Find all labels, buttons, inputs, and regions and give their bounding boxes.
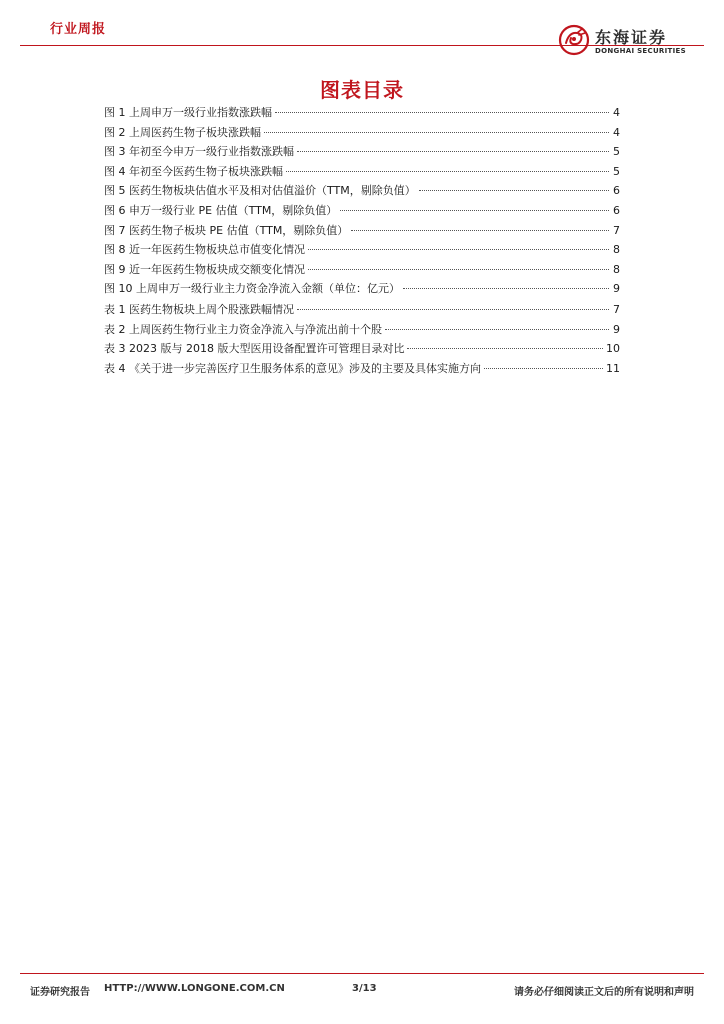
- dot-leader: [297, 151, 609, 152]
- dot-leader: [403, 288, 609, 289]
- header-rule: [20, 45, 704, 46]
- dot-leader: [340, 210, 609, 211]
- table-toc-entry-page: 7: [613, 303, 620, 316]
- table-toc-entry-label: 表 1 医药生物板块上周个股涨跌幅情况: [104, 303, 294, 316]
- figure-toc-entry[interactable]: [104, 181, 620, 201]
- dot-leader: [308, 269, 609, 270]
- figure-toc-entry-page: 6: [613, 184, 620, 198]
- figure-toc-entry-label: 图 4 年初至今医药生物子板块涨跌幅: [104, 164, 283, 178]
- table-toc-entry-page: 9: [613, 322, 620, 336]
- figure-toc-entry-page: 8: [613, 243, 620, 257]
- dot-leader: [275, 112, 609, 113]
- figure-toc-entry-label: 图 8 近一年医药生物板块总市值变化情况: [104, 243, 305, 257]
- figure-toc-entry[interactable]: [104, 142, 620, 162]
- footer-rule: [20, 973, 704, 974]
- dot-leader: [407, 348, 603, 349]
- table-toc-entry-label: 表 2 上周医药生物行业主力资金净流入与净流出前十个股: [104, 322, 382, 336]
- figure-toc-entry-label: 图 10 上周申万一级行业主力资金净流入金额（单位：亿元）: [104, 282, 400, 296]
- dot-leader: [385, 329, 609, 330]
- figure-toc-entry-page: 5: [613, 145, 620, 159]
- table-toc-entry[interactable]: [104, 320, 620, 340]
- figure-toc-entry-page: 8: [613, 262, 620, 276]
- table-toc-entry[interactable]: [104, 359, 620, 379]
- figure-toc-entry[interactable]: [104, 279, 620, 299]
- figure-toc-entry[interactable]: [104, 260, 620, 280]
- header-section-tag: 行业周报: [50, 22, 107, 37]
- figure-toc-entry-label: 图 7 医药生物子板块 PE 估值（TTM，剔除负值）: [104, 223, 349, 237]
- table-toc-entry[interactable]: [104, 300, 620, 320]
- logo-name-cn: 东海证券: [595, 28, 668, 47]
- dot-leader: [484, 368, 603, 369]
- dot-leader: [308, 249, 609, 250]
- figure-toc-entry[interactable]: [104, 103, 620, 123]
- dot-leader: [264, 132, 609, 133]
- figure-toc-entry-label: 图 5 医药生物板块估值水平及相对估值溢价（TTM，剔除负值）: [104, 184, 416, 198]
- page-title: 图表目录: [320, 78, 404, 102]
- logo-name-en: DONGHAI SECURITIES: [595, 47, 686, 55]
- figure-toc-entry[interactable]: [104, 240, 620, 260]
- figure-toc-entry[interactable]: [104, 162, 620, 182]
- figure-toc-entry-page: 7: [613, 223, 620, 237]
- figure-toc-entry-label: 图 9 近一年医药生物板块成交额变化情况: [104, 262, 305, 276]
- figure-toc-entry-page: 9: [613, 282, 620, 296]
- footer-report-type: 证券研究报告: [30, 987, 90, 998]
- company-logo[interactable]: [557, 23, 687, 59]
- figure-toc-entry[interactable]: [104, 201, 620, 221]
- figure-toc-entry-page: 6: [613, 203, 620, 217]
- figure-toc-entry-page: 4: [613, 106, 620, 119]
- figure-toc-entry-label: 图 1 上周申万一级行业指数涨跌幅: [104, 106, 272, 119]
- footer-website-link[interactable]: HTTP://WWW.LONGONE.COM.CN: [104, 983, 285, 994]
- figure-toc-entry-label: 图 6 申万一级行业 PE 估值（TTM，剔除负值）: [104, 203, 338, 217]
- footer-disclaimer: 请务必仔细阅读正文后的所有说明和声明: [514, 987, 694, 998]
- footer-page-number: 3/13: [352, 983, 377, 994]
- dot-leader: [286, 171, 609, 172]
- table-toc-entry-label: 表 3 2023 版与 2018 版大型医用设备配置许可管理目录对比: [104, 342, 405, 356]
- figure-toc-entry-page: 5: [613, 164, 620, 178]
- figure-toc-entry[interactable]: [104, 123, 620, 143]
- table-toc-entry-page: 10: [606, 342, 620, 356]
- dot-leader: [419, 190, 609, 191]
- table-list: [104, 300, 620, 378]
- table-toc-entry-page: 11: [606, 361, 620, 375]
- figure-toc-entry-page: 4: [613, 125, 620, 139]
- figure-list: [104, 103, 620, 299]
- dot-leader: [351, 230, 609, 231]
- figure-toc-entry[interactable]: [104, 221, 620, 241]
- figure-toc-entry-label: 图 3 年初至今申万一级行业指数涨跌幅: [104, 145, 294, 159]
- table-toc-entry-label: 表 4 《关于进一步完善医疗卫生服务体系的意见》涉及的主要及具体实施方向: [104, 361, 481, 375]
- dot-leader: [297, 309, 609, 310]
- dragon-seal-icon: [557, 23, 591, 57]
- figure-toc-entry-label: 图 2 上周医药生物子板块涨跌幅: [104, 125, 261, 139]
- table-toc-entry[interactable]: [104, 339, 620, 359]
